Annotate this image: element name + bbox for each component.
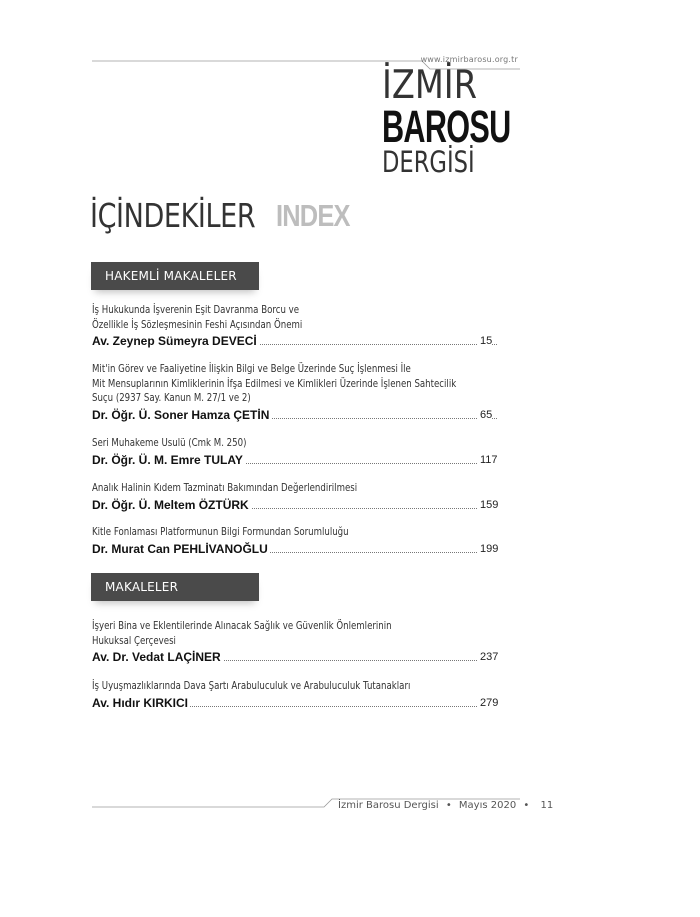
entry-title-line: Hukuksal Çerçevesi (92, 634, 176, 647)
entry-page: 159 (480, 498, 499, 511)
footer-separator: • (523, 800, 530, 811)
entry-author: Dr. Öğr. Ü. M. Emre TULAY (92, 452, 243, 467)
entry-title-line: Kitle Fonlaması Platformunun Bilgi Formundan Sorumluluğu (92, 526, 349, 538)
entry-page: 279 (480, 696, 499, 709)
entry-title-line: İş Hukukunda İşverenin Eşit Davranma Borcu ve (92, 304, 300, 316)
title-main: İÇİNDEKİLER (90, 196, 256, 235)
section-header-articles: MAKALELER (91, 573, 259, 601)
entry-author: Dr. Murat Can PEHLİVANOĞLU (92, 541, 268, 556)
toc-entry[interactable] (92, 481, 497, 513)
footer-separator: • (445, 800, 452, 811)
entry-title-line: Özellikle İş Sözleşmesinin Feshi Açısından Önemi (92, 318, 303, 331)
toc-entry[interactable] (92, 679, 497, 711)
entry-author: Dr. Öğr. Ü. Soner Hamza ÇETİN (92, 407, 270, 422)
entry-title-line: Analık Halinin Kıdem Tazminatı Bakımından Değerlendirilmesi (92, 482, 358, 494)
logo-line-barosu: BAROSU (382, 101, 511, 152)
entry-author: Av. Zeynep Sümeyra DEVECİ (92, 334, 257, 348)
logo-line-dergisi: DERGİSİ (382, 145, 475, 179)
website-url: www.izmirbarosu.org.tr (420, 55, 518, 64)
page-footer (338, 800, 557, 811)
entry-title-line: Seri Muhakeme Usulü (Cmk M. 250) (92, 437, 247, 449)
toc-entry[interactable] (92, 619, 497, 665)
page-title (90, 196, 350, 235)
toc-entry[interactable] (92, 303, 497, 349)
entry-author: Av. Dr. Vedat LAÇİNER (92, 650, 221, 664)
toc-entry[interactable] (92, 436, 497, 468)
entry-author: Dr. Öğr. Ü. Meltem ÖZTÜRK (92, 497, 249, 512)
toc-entry[interactable] (92, 362, 497, 423)
entry-page: 117 (480, 453, 498, 466)
entry-title-line: İş Uyuşmazlıklarında Dava Şartı Arabuluculuk ve Arabuluculuk Tutanakları (92, 680, 411, 692)
entry-title-line: Mit'in Görev ve Faaliyetine İlişkin Bilgi ve Belge Üzerinde Suç İşlenmesi İle (92, 363, 411, 375)
entry-title-line: Suçu (2937 Say. Kanun M. 27/1 ve 2) (92, 392, 251, 404)
entry-page: 199 (480, 542, 499, 555)
entry-page: 65 (480, 408, 493, 421)
footer-page-number: 11 (540, 800, 554, 811)
entry-page: 237 (480, 651, 499, 663)
logo-line-izmir: İZMİR (382, 63, 478, 108)
title-secondary: INDEX (276, 198, 350, 233)
footer-date: Mayıs 2020 (458, 800, 517, 811)
entry-page: 15 (480, 335, 493, 347)
entry-title-line: İşyeri Bina ve Eklentilerinde Alınacak Sağlık ve Güvenlik Önlemlerinin (92, 620, 392, 632)
footer-journal: İzmir Barosu Dergisi (338, 800, 439, 811)
journal-logo (382, 63, 522, 179)
section-header-refereed: HAKEMLİ MAKALELER (91, 262, 259, 290)
toc-entry[interactable] (92, 525, 497, 557)
entry-title-line: Mit Mensuplarının Kimliklerinin İfşa Edilmesi ve Kimlikleri Üzerinde İşlenen Sahtecilik (92, 377, 457, 390)
entry-author: Av. Hıdır KIRKICI (92, 695, 189, 710)
